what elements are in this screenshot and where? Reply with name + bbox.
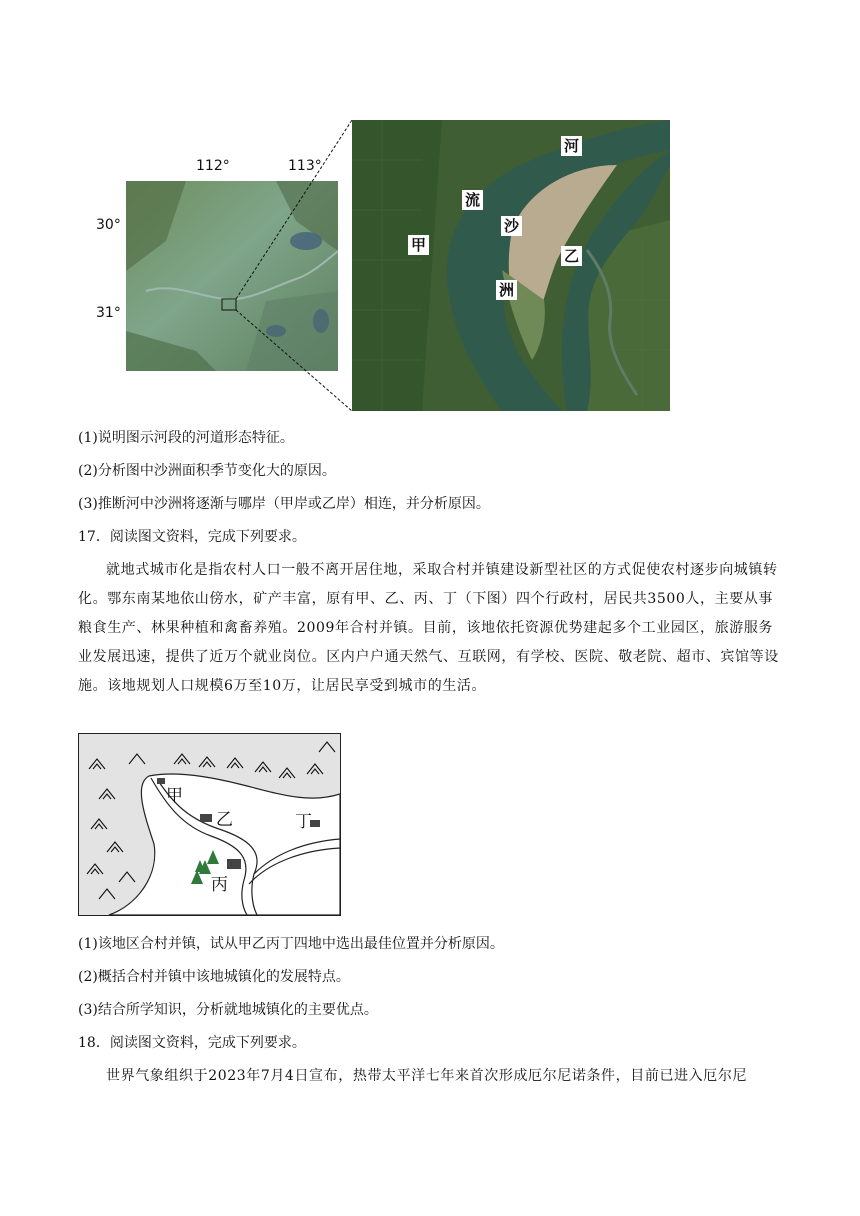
river-sandbar-satellite-map bbox=[352, 120, 670, 411]
sketch-label-jia: 甲 bbox=[166, 786, 183, 806]
q17-paragraph: 就地式城市化是指农村人口一般不离开居住地，采取合村并镇建设新型社区的方式促使农村逐步向城镇转化。鄂东南某地依山傍水，矿产丰富，原有甲、乙、丙、丁（下图）四个行政村，居民共3500人，主要从事粮食生产、林果种植和禽畜养殖。2009年合村并镇。目前，该地依托资源优势建起多个工业园区，旅游服务业发展迅速，提供了近万个就业岗位。区内户户通天然气、互联网，有学校、医院、敬老院、超市、宾馆等设施。该地规划人口规模6万至10万，让居民享受到城市的生活。 bbox=[78, 562, 779, 694]
q16-subquestion-2: (2)分析图中沙洲面积季节变化大的原因。 bbox=[78, 463, 336, 479]
latitude-label-31: 31° bbox=[96, 305, 121, 321]
q16-subquestion-3: (3)推断河中沙洲将逐渐与哪岸（甲岸或乙岸）相连，并分析原因。 bbox=[78, 496, 490, 512]
map-label-he: 河 bbox=[561, 136, 582, 156]
q18-paragraph: 世界气象组织于2023年7月4日宣布，热带太平洋七年来首次形成厄尔尼诺条件，目前已进入厄尔尼 bbox=[106, 1068, 748, 1084]
sketch-label-yi: 乙 bbox=[216, 810, 233, 830]
q17-heading: 17．阅读图文资料，完成下列要求。 bbox=[78, 529, 306, 545]
q17-subquestion-1: (1)该地区合村并镇，试从甲乙丙丁四地中选出最佳位置并分析原因。 bbox=[78, 936, 504, 952]
village-sketch-map bbox=[78, 733, 341, 916]
map-label-yi: 乙 bbox=[561, 246, 582, 266]
latitude-label-30: 30° bbox=[96, 217, 121, 233]
map-label-sha: 沙 bbox=[501, 216, 522, 236]
q17-subquestion-2: (2)概括合村并镇中该地城镇化的发展特点。 bbox=[78, 969, 350, 985]
map-label-liu: 流 bbox=[462, 190, 483, 210]
q17-subquestion-3: (3)结合所学知识，分析就地城镇化的主要优点。 bbox=[78, 1002, 378, 1018]
sketch-label-ding: 丁 bbox=[295, 812, 312, 832]
map-label-jia: 甲 bbox=[408, 235, 429, 255]
longitude-label-113: 113° bbox=[288, 158, 322, 174]
map-label-zhou: 洲 bbox=[496, 280, 517, 300]
longitude-label-112: 112° bbox=[196, 158, 230, 174]
sketch-label-bing: 丙 bbox=[211, 875, 228, 895]
q18-heading: 18．阅读图文资料，完成下列要求。 bbox=[78, 1035, 306, 1051]
q16-subquestion-1: (1)说明图示河段的河道形态特征。 bbox=[78, 430, 294, 446]
